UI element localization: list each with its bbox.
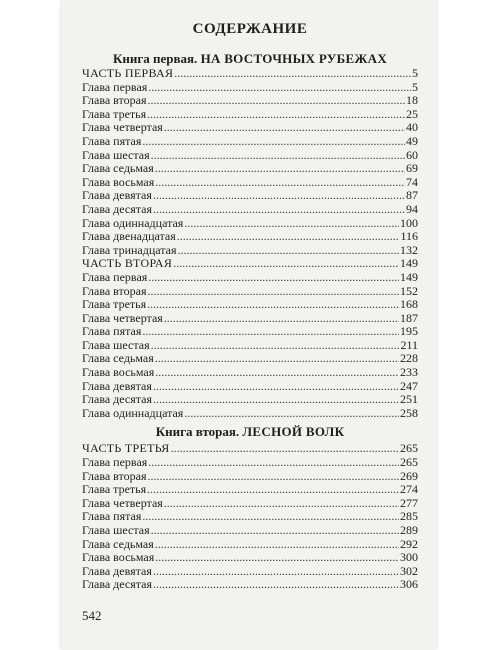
toc-chapter-row	[82, 339, 418, 353]
toc-chapter-row	[82, 244, 418, 258]
page-number: 542	[82, 608, 102, 623]
toc-page-number: 292	[400, 536, 418, 551]
toc-page-number: 49	[406, 133, 418, 148]
toc-part-label: ЧАСТЬ ТРЕТЬЯ	[82, 441, 170, 456]
toc-page-number: 285	[400, 509, 418, 524]
toc-chapter-label: Глава третья	[82, 482, 147, 497]
book-heading-2	[82, 424, 418, 440]
toc-chapter-row	[82, 162, 418, 176]
toc-page-number: 247	[400, 378, 418, 393]
dot-leader	[155, 538, 399, 552]
toc-page-number: 5	[412, 66, 418, 80]
toc-chapter-row	[82, 578, 418, 592]
toc-part-label: ЧАСТЬ ПЕРВАЯ	[82, 66, 174, 80]
toc-chapter-label: Глава девятая	[82, 188, 152, 203]
toc-page-number: 74	[406, 174, 418, 189]
toc-chapter-row	[82, 312, 418, 326]
toc-part-label: ЧАСТЬ ВТОРАЯ	[82, 256, 173, 271]
toc-page-number: 94	[406, 201, 418, 216]
toc-page-number: 233	[400, 365, 418, 380]
toc-chapter-label: Глава десятая	[82, 392, 152, 407]
toc-chapter-row	[82, 149, 418, 163]
toc-chapter-row	[82, 497, 418, 511]
toc-page-number: 5	[412, 79, 418, 94]
dot-leader	[173, 257, 399, 271]
dot-leader	[148, 81, 411, 95]
dot-leader	[151, 524, 399, 538]
toc-page-number: 300	[400, 550, 418, 565]
dot-leader	[164, 497, 399, 511]
dot-leader	[153, 565, 399, 579]
dot-leader	[184, 407, 399, 421]
toc-chapter-row	[82, 135, 418, 149]
toc-chapter-label: Глава шестая	[82, 337, 150, 352]
toc-chapter-row	[82, 230, 418, 244]
dot-leader	[148, 271, 399, 285]
toc-chapter-label: Глава пятая	[82, 324, 142, 339]
dot-leader	[164, 312, 399, 326]
dot-leader	[178, 244, 399, 258]
toc-chapter-row	[82, 407, 418, 421]
dot-leader	[155, 352, 399, 366]
toc-page-number: 302	[400, 563, 418, 578]
toc-chapter-label: Глава первая	[82, 269, 148, 284]
toc-chapter-label: Глава первая	[82, 455, 148, 470]
toc-chapter-row	[82, 565, 418, 579]
dot-leader	[155, 162, 405, 176]
toc-chapter-label: Глава шестая	[82, 147, 150, 162]
toc-chapter-row	[82, 176, 418, 190]
book-name: НА ВОСТОЧНЫХ РУБЕЖАХ	[200, 51, 388, 66]
dot-leader	[153, 578, 399, 592]
toc-page-number: 228	[400, 351, 418, 366]
toc-page-number: 211	[400, 337, 418, 352]
dot-leader	[177, 230, 400, 244]
dot-leader	[174, 67, 411, 81]
toc-part-row	[82, 67, 418, 81]
toc-chapter-label: Глава восьмая	[82, 365, 155, 380]
toc-part-row	[82, 442, 418, 456]
toc-page-number: 116	[400, 229, 418, 244]
toc-chapter-row	[82, 217, 418, 231]
toc-chapter-label: Глава восьмая	[82, 550, 155, 565]
toc-chapter-label: Глава четвертая	[82, 495, 163, 510]
dot-leader	[148, 456, 399, 470]
toc-page-number: 87	[406, 188, 418, 203]
toc-chapter-row	[82, 393, 418, 407]
toc-chapter-row	[82, 524, 418, 538]
toc-chapter-label: Глава третья	[82, 106, 147, 121]
toc-chapter-row	[82, 551, 418, 565]
dot-leader	[147, 298, 399, 312]
toc-page-number: 258	[400, 405, 418, 420]
toc-chapter-label: Глава седьмая	[82, 536, 154, 551]
toc-chapter-row	[82, 538, 418, 552]
toc-page-number: 149	[400, 269, 418, 284]
toc-chapter-label: Глава одиннадцатая	[82, 405, 184, 420]
toc-page-number: 265	[400, 455, 418, 470]
book-page	[62, 0, 436, 650]
toc-chapter-row	[82, 366, 418, 380]
toc-page-number: 69	[406, 161, 418, 176]
toc-list-book-1	[82, 67, 418, 420]
toc-chapter-row	[82, 203, 418, 217]
toc-page-number: 25	[406, 106, 418, 121]
toc-chapter-label: Глава третья	[82, 297, 147, 312]
toc-page-number: 289	[400, 523, 418, 537]
toc-chapter-label: Глава пятая	[82, 509, 142, 524]
toc-page-number: 269	[400, 468, 418, 483]
toc-chapter-row	[82, 510, 418, 524]
toc-chapter-label: Глава первая	[82, 79, 148, 94]
dot-leader	[147, 94, 405, 108]
dot-leader	[147, 483, 399, 497]
toc-chapter-label: Глава пятая	[82, 133, 142, 148]
toc-page-number: 274	[400, 482, 418, 497]
toc-chapter-label: Глава вторая	[82, 93, 147, 108]
dot-leader	[155, 366, 399, 380]
book-label: Книга первая.	[112, 51, 198, 66]
toc-chapter-label: Глава девятая	[82, 378, 152, 393]
toc-chapter-row	[82, 456, 418, 470]
toc-chapter-row	[82, 470, 418, 484]
dot-leader	[153, 189, 405, 203]
toc-chapter-label: Глава четвертая	[82, 120, 163, 135]
toc-chapter-row	[82, 108, 418, 122]
page-title: СОДЕРЖАНИЕ	[192, 21, 308, 37]
toc-part-row	[82, 257, 418, 271]
book-name: ЛЕСНОЙ ВОЛК	[242, 424, 345, 440]
toc-chapter-label: Глава шестая	[82, 523, 150, 537]
dot-leader	[142, 135, 405, 149]
dot-leader	[147, 108, 405, 122]
toc-chapter-row	[82, 189, 418, 203]
dot-leader	[184, 217, 399, 231]
dot-leader	[164, 121, 405, 135]
toc-chapter-row	[82, 94, 418, 108]
toc-chapter-label: Глава двенадцатая	[82, 229, 176, 244]
toc-chapter-row	[82, 121, 418, 135]
toc-chapter-label: Глава вторая	[82, 468, 147, 483]
toc-page-number: 132	[400, 242, 418, 257]
toc-page-number: 306	[400, 577, 418, 592]
dot-leader	[155, 551, 399, 565]
dot-leader	[153, 203, 405, 217]
book-heading-1	[82, 51, 418, 67]
toc-page-number: 251	[400, 392, 418, 407]
toc-chapter-label: Глава десятая	[82, 201, 152, 216]
toc-list-book-2	[82, 442, 418, 592]
toc-chapter-label: Глава одиннадцатая	[82, 215, 184, 230]
dot-leader	[151, 149, 405, 163]
book-label: Книга вторая.	[155, 424, 240, 440]
dot-leader	[142, 325, 399, 339]
toc-page-number: 40	[406, 120, 418, 135]
dot-leader	[151, 339, 400, 353]
toc-chapter-label: Глава девятая	[82, 563, 152, 578]
toc-chapter-label: Глава тринадцатая	[82, 242, 177, 257]
dot-leader	[142, 510, 399, 524]
toc-content	[82, 20, 418, 592]
toc-chapter-row	[82, 325, 418, 339]
toc-page-number: 60	[406, 147, 418, 162]
toc-chapter-label: Глава четвертая	[82, 310, 163, 325]
toc-chapter-row	[82, 271, 418, 285]
toc-chapter-row	[82, 352, 418, 366]
toc-chapter-label: Глава вторая	[82, 283, 147, 298]
toc-page-number: 168	[400, 297, 418, 312]
toc-page-number: 265	[400, 441, 418, 456]
toc-page-number: 18	[406, 93, 418, 108]
dot-leader	[147, 470, 399, 484]
toc-page-number: 152	[400, 283, 418, 298]
toc-chapter-label: Глава десятая	[82, 577, 152, 592]
toc-page-number: 277	[400, 495, 418, 510]
dot-leader	[155, 176, 405, 190]
dot-leader	[147, 285, 399, 299]
toc-page-number: 187	[400, 310, 418, 325]
toc-page-number: 149	[400, 256, 418, 271]
toc-chapter-row	[82, 483, 418, 497]
toc-chapter-row	[82, 285, 418, 299]
dot-leader	[153, 380, 399, 394]
toc-page-number: 100	[400, 215, 418, 230]
toc-chapter-row	[82, 81, 418, 95]
toc-chapter-label: Глава седьмая	[82, 351, 154, 366]
toc-chapter-label: Глава седьмая	[82, 161, 154, 176]
toc-chapter-label: Глава восьмая	[82, 174, 155, 189]
dot-leader	[153, 393, 399, 407]
toc-page-number: 195	[400, 324, 418, 339]
dot-leader	[171, 442, 399, 456]
toc-chapter-row	[82, 298, 418, 312]
toc-chapter-row	[82, 380, 418, 394]
